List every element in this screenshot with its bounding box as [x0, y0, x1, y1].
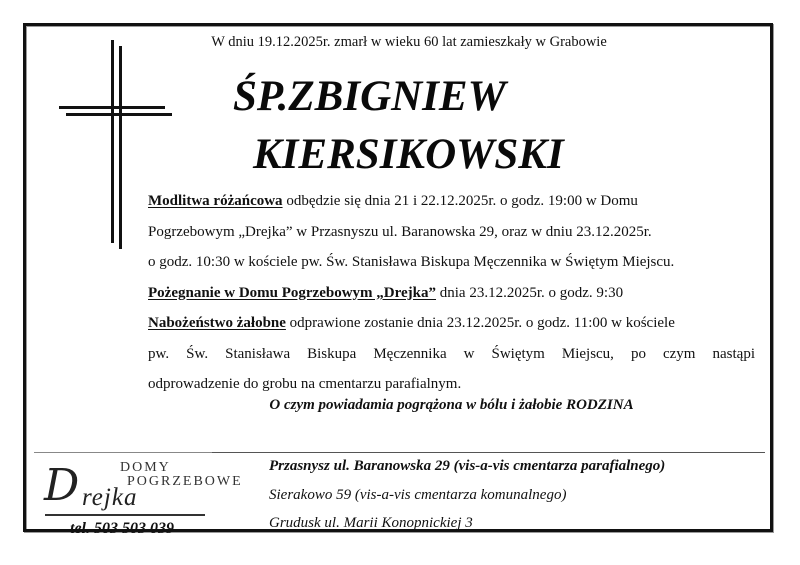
rosary-paragraph	[148, 186, 755, 278]
logo-initial: D	[44, 460, 80, 511]
cross-vertical-bar-1	[111, 40, 114, 243]
intro-line: W dniu 19.12.2025r. zmarł w wieku 60 lat zamieszkały w Grabowie	[211, 34, 607, 50]
logo-underline	[45, 514, 205, 516]
cross-vertical-bar-2	[119, 46, 122, 249]
cross-horizontal-bar-2	[66, 113, 172, 116]
funeral-mass-label: Nabożeństwo żałobne	[148, 315, 286, 331]
rosary-label: Modlitwa różańcowa	[148, 193, 283, 209]
funeral-mass-paragraph	[148, 308, 755, 339]
funeral-mass-text-1: odprawione zostanie dnia 23.12.2025r. o godz. 11:00 w kościele	[285, 315, 675, 331]
address-sierakowo: Sierakowo 59 (vis-a-vis cmentarza komunalnego)	[269, 487, 567, 503]
address-grudusk: Grudusk ul. Marii Konopnickiej 3	[269, 515, 473, 531]
farewell-label: Pożegnanie w Domu Pogrzebowym „Drejka”	[148, 284, 437, 301]
rosary-text-1: odbędzie się dnia 21 i 22.12.2025r. o godz. 19:00 w Domu	[282, 193, 638, 209]
logo-brand: rejka	[82, 484, 138, 511]
announcement-body	[148, 186, 755, 400]
footer-divider-left	[34, 452, 212, 453]
closing-line: O czym powiadamia pogrążona w bólu i żałobie RODZINA	[269, 397, 634, 413]
farewell-paragraph	[148, 278, 755, 309]
logo-line-domy: DOMY	[120, 460, 171, 475]
logo-line-pogrzebowe: POGRZEBOWE	[127, 474, 243, 489]
rosary-text-2: Pogrzebowym „Drejka” w Przasnyszu ul. Baranowska 29, oraz w dniu 23.12.2025r.	[148, 223, 652, 240]
footer-divider-right	[212, 452, 765, 453]
deceased-name-line1: ŚP.ZBIGNIEW	[233, 73, 506, 120]
address-przasnysz: Przasnysz ul. Baranowska 29 (vis-a-vis cmentarza parafialnego)	[269, 458, 666, 474]
logo-phone: tel. 503 503 039	[70, 520, 174, 537]
farewell-text: dnia 23.12.2025r. o godz. 9:30	[436, 284, 624, 301]
funeral-home-logo	[40, 460, 243, 538]
cross-horizontal-bar-1	[59, 106, 165, 109]
deceased-name-line2: KIERSIKOWSKI	[253, 131, 564, 178]
funeral-mass-line-2: pw. Św. Stanisława Biskupa Męczennika w Świętym Miejscu, po czym nastąpi	[148, 345, 755, 362]
funeral-mass-line-3: odprowadzenie do grobu na cmentarzu parafialnym.	[148, 376, 462, 392]
rosary-text-3: o godz. 10:30 w kościele pw. Św. Stanisława Biskupa Męczennika w Świętym Miejscu.	[148, 254, 675, 270]
